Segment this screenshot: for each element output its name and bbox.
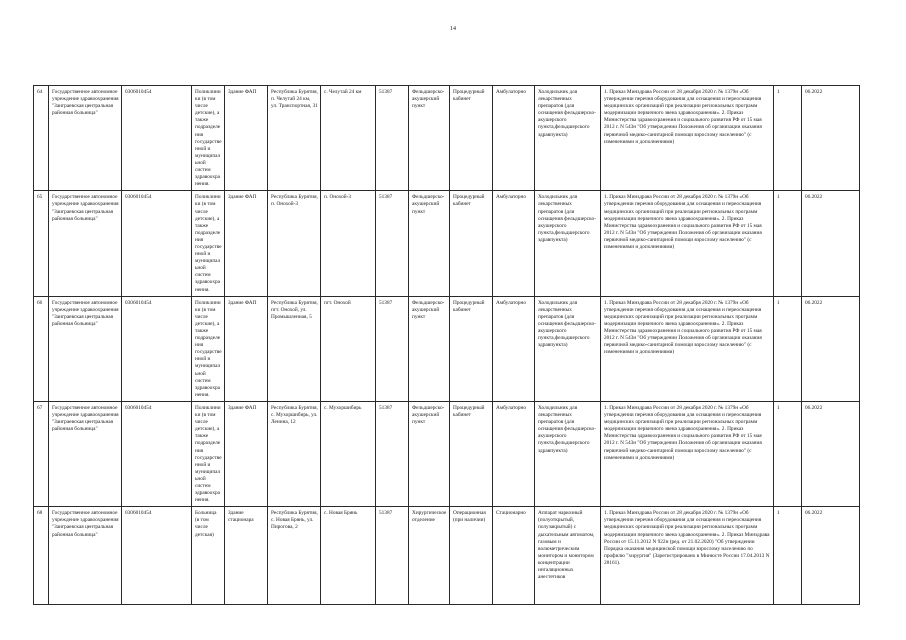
delivery-date: 06.2022 <box>802 296 860 401</box>
building-name: Здание стационара <box>225 507 268 605</box>
equipment-name: Холодильник для лекарственных препаратов (для оснащения фельдшерско-акушерского пункта,фельдшерского здравпункта) <box>535 86 601 191</box>
quantity: 1 <box>774 401 802 506</box>
row-number: 65 <box>34 191 49 296</box>
care-condition: Стационарно <box>493 507 535 605</box>
locality: с. Мухоршибирь <box>321 401 376 506</box>
room: Процедурный кабинет <box>450 296 493 401</box>
legal-basis: 1. Приказ Минздрава России от 28 декабря 2020 г. № 1379н «Об утверждении перечня оборудования для оснащения и переоснащения медицинских организаций при реализации региональных программ модернизации первичного звена здравоохранения». 2. Приказ Министерства здравоохранения и социального развития РФ от 15 мая 2012 г. N 543н "Об утверждении Положения об организации оказания первичной медико-санитарной помощи взрослому населению" (с изменениями и дополнениями) <box>601 296 774 401</box>
care-condition: Амбулаторно <box>493 401 535 506</box>
department: Фельдшерско-акушерский пункт <box>409 191 450 296</box>
building-name: Здание ФАП <box>225 296 268 401</box>
quantity: 1 <box>774 86 802 191</box>
locality: п. Онохой-3 <box>321 191 376 296</box>
locality-code: 51387 <box>376 507 409 605</box>
department: Фельдшерско-акушерский пункт <box>409 401 450 506</box>
building-name: Здание ФАП <box>225 191 268 296</box>
organization-name: Государственное автономное учреждение здравоохранения "Заиграевская центральная районная больница" <box>49 86 122 191</box>
facility-type: Больница (в том числе детская) <box>192 507 225 605</box>
room: Операционная (при наличии) <box>450 507 493 605</box>
organization-inn: 0306010454 <box>122 401 192 506</box>
quantity: 1 <box>774 507 802 605</box>
table-row <box>34 401 860 506</box>
building-address: Республика Бурятия, с. Мухоршибирь, ул. Ленина, 12 <box>268 401 321 506</box>
locality: с. Челутай 24 км <box>321 86 376 191</box>
organization-name: Государственное автономное учреждение здравоохранения "Заиграевская центральная районная больница" <box>49 507 122 605</box>
row-number: 68 <box>34 507 49 605</box>
page-number: 14 <box>450 26 456 32</box>
legal-basis: 1. Приказ Минздрава России от 28 декабря 2020 г. № 1379н «Об утверждении перечня оборудования для оснащения и переоснащения медицинских организаций при реализации региональных программ модернизации первичного звена здравоохранения». 2. Приказ Минздрава России от 15.11.2012 N 922н (ред. от 21.02.2020) "Об утверждении Порядка оказания медицинской помощи взрослому населению по профилю "хирургия" (Зарегистрировано в Минюсте России 17.04.2013 N 28161). <box>601 507 774 605</box>
equipment-name: Аппарат наркозный (полуоткрытый, полузакрытый) с дыхательным автоматом, газовым и волюметрическим монитором и монитором концентрации ингаляционных анестетиков <box>535 507 601 605</box>
facility-type: Поликлиники (в том числе детские), а также подразделения государственной и муниципальной систем здравоохранения. <box>192 86 225 191</box>
organization-inn: 0306010454 <box>122 86 192 191</box>
legal-basis: 1. Приказ Минздрава России от 28 декабря 2020 г. № 1379н «Об утверждении перечня оборудования для оснащения и переоснащения медицинских организаций при реализации региональных программ модернизации первичного звена здравоохранения». 2. Приказ Министерства здравоохранения и социального развития РФ от 15 мая 2012 г. N 543н "Об утверждении Положения об организации оказания первичной медико-санитарной помощи взрослому населению" (с изменениями и дополнениями) <box>601 401 774 506</box>
table-row <box>34 296 860 401</box>
equipment-name: Холодильник для лекарственных препаратов (для оснащения фельдшерско-акушерского пункта,фельдшерского здравпункта) <box>535 401 601 506</box>
legal-basis: 1. Приказ Минздрава России от 28 декабря 2020 г. № 1379н «Об утверждении перечня оборудования для оснащения и переоснащения медицинских организаций при реализации региональных программ модернизации первичного звена здравоохранения». 2. Приказ Министерства здравоохранения и социального развития РФ от 15 мая 2012 г. N 543н "Об утверждении Положения об организации оказания первичной медико-санитарной помощи взрослому населению" (с изменениями и дополнениями) <box>601 86 774 191</box>
room: Процедурный кабинет <box>450 191 493 296</box>
building-name: Здание ФАП <box>225 86 268 191</box>
building-name: Здание ФАП <box>225 401 268 506</box>
table-row <box>34 86 860 191</box>
care-condition: Амбулаторно <box>493 296 535 401</box>
locality: с. Новая Брянь <box>321 507 376 605</box>
locality-code: 51387 <box>376 296 409 401</box>
table-row <box>34 191 860 296</box>
delivery-date: 06.2022 <box>802 507 860 605</box>
room: Процедурный кабинет <box>450 86 493 191</box>
equipment-name: Холодильник для лекарственных препаратов (для оснащения фельдшерско-акушерского пункта,фельдшерского здравпункта) <box>535 191 601 296</box>
department: Хирургическое отделение <box>409 507 450 605</box>
locality: пгт. Онохой <box>321 296 376 401</box>
delivery-date: 06.2022 <box>802 86 860 191</box>
facility-type: Поликлиники (в том числе детские), а также подразделения государственной и муниципальной систем здравоохранения. <box>192 296 225 401</box>
locality-code: 51387 <box>376 86 409 191</box>
legal-basis: 1. Приказ Минздрава России от 28 декабря 2020 г. № 1379н «Об утверждении перечня оборудования для оснащения и переоснащения медицинских организаций при реализации региональных программ модернизации первичного звена здравоохранения». 2. Приказ Министерства здравоохранения и социального развития РФ от 15 мая 2012 г. N 543н "Об утверждении Положения об организации оказания первичной медико-санитарной помощи взрослому населению" (с изменениями и дополнениями) <box>601 191 774 296</box>
quantity: 1 <box>774 296 802 401</box>
table-body <box>34 86 860 605</box>
row-number: 66 <box>34 296 49 401</box>
facility-type: Поликлиники (в том числе детские), а также подразделения государственной и муниципальной систем здравоохранения. <box>192 191 225 296</box>
locality-code: 51387 <box>376 191 409 296</box>
organization-inn: 0306010454 <box>122 296 192 401</box>
row-number: 64 <box>34 86 49 191</box>
organization-name: Государственное автономное учреждение здравоохранения "Заиграевская центральная районная больница" <box>49 191 122 296</box>
building-address: Республика Бурятия, п. Онохой-3 <box>268 191 321 296</box>
care-condition: Амбулаторно <box>493 191 535 296</box>
building-address: Республика Бурятия, пгт. Онохой, ул. Промышленная, 5 <box>268 296 321 401</box>
building-address: Республика Бурятия, п. Челутай 24 км, ул. Транспортная, 31 <box>268 86 321 191</box>
organization-name: Государственное автономное учреждение здравоохранения "Заиграевская центральная районная больница" <box>49 401 122 506</box>
organization-inn: 0306010454 <box>122 507 192 605</box>
row-number: 67 <box>34 401 49 506</box>
delivery-date: 06.2022 <box>802 191 860 296</box>
department: Фельдшерско-акушерский пункт <box>409 86 450 191</box>
equipment-table <box>33 85 860 605</box>
room: Процедурный кабинет <box>450 401 493 506</box>
building-address: Республика Бурятия, с. Новая Брянь, ул. Пирогова, 2 <box>268 507 321 605</box>
organization-name: Государственное автономное учреждение здравоохранения "Заиграевская центральная районная больница" <box>49 296 122 401</box>
delivery-date: 06.2022 <box>802 401 860 506</box>
department: Фельдшерско-акушерский пункт <box>409 296 450 401</box>
quantity: 1 <box>774 191 802 296</box>
equipment-name: Холодильник для лекарственных препаратов (для оснащения фельдшерско-акушерского пункта,фельдшерского здравпункта) <box>535 296 601 401</box>
care-condition: Амбулаторно <box>493 86 535 191</box>
organization-inn: 0306010454 <box>122 191 192 296</box>
facility-type: Поликлиники (в том числе детские), а также подразделения государственной и муниципальной систем здравоохранения. <box>192 401 225 506</box>
table-row <box>34 507 860 605</box>
locality-code: 51387 <box>376 401 409 506</box>
